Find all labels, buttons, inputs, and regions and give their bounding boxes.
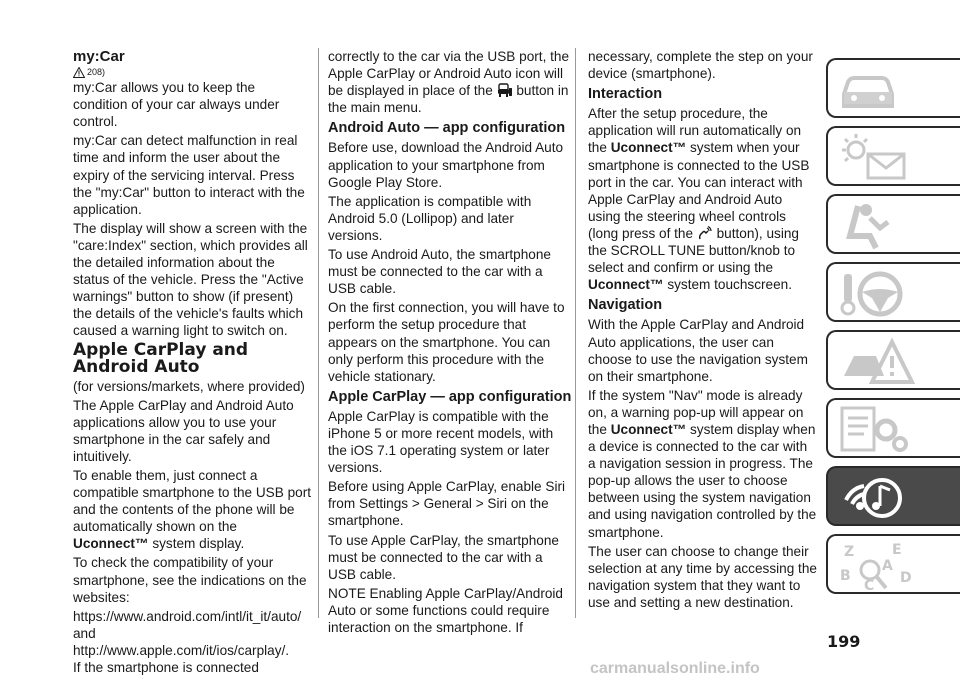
svg-text:Z: Z (844, 544, 855, 560)
multimedia-icon (836, 472, 916, 524)
tab-starting-driving[interactable] (826, 262, 960, 322)
brand-name: Uconnect™ (588, 277, 664, 293)
brand-name: Uconnect™ (610, 140, 687, 156)
paragraph: To use Apple CarPlay, the smartphone must be connected to the car with a USB cable. (328, 532, 559, 582)
paragraph: The application is compatible with Android 5.0 (Lollipop) and later versions. (328, 193, 532, 243)
road-emergency-icon (836, 336, 916, 388)
paragraph: To use Android Auto, the smartphone must be connected to the car with a USB cable. (328, 247, 551, 297)
page-number: 199 (827, 632, 861, 651)
paragraph: The Apple CarPlay and Android Auto applications allow you to use your smartphone in the car safely and intuitively. (73, 397, 294, 464)
column-1 (73, 48, 313, 678)
brand-name: Uconnect™ (610, 421, 687, 437)
car-icon (836, 64, 906, 114)
service-maintenance-icon (836, 404, 916, 456)
tab-emergency[interactable] (826, 330, 960, 390)
svg-text:E: E (892, 542, 902, 558)
paragraph: With the Apple CarPlay and Android Auto applications, the user can choose to use the navigation system on their smartphone. (588, 317, 808, 384)
paragraph: Apple CarPlay is compatible with the iPhone 5 or more recent models, with the iOS 7.1 operating system or later versions. (328, 408, 554, 476)
svg-text:C: C (864, 578, 875, 594)
section-heading-navigation: Navigation (588, 297, 663, 314)
svg-text:D: D (900, 570, 912, 586)
warning-reference: 208) (73, 67, 313, 78)
tab-car[interactable] (826, 58, 960, 118)
svg-text:A: A (882, 558, 893, 574)
paragraph: correctly to the car via the USB port, the Apple CarPlay or Android Auto icon will be displayed in place of the button in the main menu. (328, 49, 570, 116)
link-android-auto[interactable]: https://www.android.com/intl/it_it/auto/ (73, 608, 302, 624)
alphabetical-index-icon (836, 540, 916, 596)
link-apple-carplay[interactable]: http://www.apple.com/it/ios/carplay/. (73, 642, 290, 658)
brand-name: Uconnect™ (73, 536, 149, 552)
section-heading-mycar: my:Car (73, 48, 125, 65)
paragraph: The user can choose to change their selection at any time by accessing the navigation system that they want to use and setting a new destination. (588, 543, 817, 610)
section-heading-carplay: Apple CarPlay and Android Auto (73, 339, 249, 377)
paragraph: The display will show a screen with the "care:Index" section, which provides all the detailed information about the status of the vehicle. Press the "Active warnings" button to show (if present) the details of the vehicle's faults which caused a warning light to switch on. (73, 220, 308, 339)
column-2 (328, 48, 572, 638)
section-heading-android-config: Android Auto — app configuration (328, 120, 566, 137)
paragraph: (for versions/markets, where provided) (73, 378, 305, 394)
tab-multimedia[interactable] (826, 466, 960, 526)
paragraph: After the setup procedure, the application will run automatically on the Uconnect™ system when your smartphone is connected to the USB port in the car. You can interact with Apple CarPlay and Android Auto using the steering wheel controls (long press of the button), using the SCROLL TUNE button/knob to select and confirm or using the Uconnect™ system touchscreen. (588, 106, 810, 293)
paragraph: To check the compatibility of your smartphone, see the indications on the websites: (73, 555, 307, 605)
section-heading-interaction: Interaction (588, 86, 663, 103)
column-divider (575, 48, 576, 618)
paragraph: On the first connection, you will have to perform the setup procedure that appears on the smartphone. You can only perform this procedure with the vehicle stationary. (328, 300, 565, 384)
paragraph: If the system "Nav" mode is already on, a warning pop-up will appear on the Uconnect™ system display when a device is connected to the car with a navigation session in progress. The pop-up allows the user to choose between using the system navigation and using navigation controlled by the smartphone. (588, 387, 817, 540)
tab-servicing[interactable] (826, 398, 960, 458)
footer-watermark: carmanualsonline.info (590, 660, 760, 677)
paragraph: my:Car can detect malfunction in real time and inform the user about the expiry of the servicing interval. Press the "my:Car" button to interact with the application. (73, 133, 305, 217)
warning-lights-icon (836, 132, 916, 184)
warning-triangle-icon (73, 67, 85, 78)
column-3 (588, 48, 818, 613)
section-heading-carplay-config: Apple CarPlay — app configuration (328, 388, 572, 405)
paragraph: NOTE Enabling Apple CarPlay/Android Auto or some functions could require interaction on the smartphone. If (328, 585, 563, 635)
smartphone-car-icon (497, 83, 513, 98)
tab-warning-lights[interactable] (826, 126, 960, 186)
steering-wheel-key-icon (836, 268, 916, 320)
voice-command-icon (697, 226, 713, 241)
tab-seat-safety[interactable] (826, 194, 960, 254)
paragraph: If the smartphone is connected (73, 660, 259, 675)
paragraph: To enable them, just connect a compatible smartphone to the USB port and the contents of the phone will be automatically shown on the Uconnect™ system display. (73, 467, 312, 552)
paragraph: my:Car allows you to keep the condition of your car always under control. (73, 80, 280, 130)
text-and: and (73, 625, 96, 641)
seat-safety-icon (836, 200, 906, 252)
paragraph: Before using Apple CarPlay, enable Siri from Settings > General > Siri on the smartphone. (328, 479, 566, 529)
paragraph: necessary, complete the step on your device (smartphone). (588, 49, 813, 82)
tab-index[interactable] (826, 534, 960, 594)
column-divider (318, 48, 319, 618)
paragraph: Before use, download the Android Auto application to your smartphone from Google Play Store. (328, 140, 564, 190)
svg-text:B: B (840, 568, 851, 584)
